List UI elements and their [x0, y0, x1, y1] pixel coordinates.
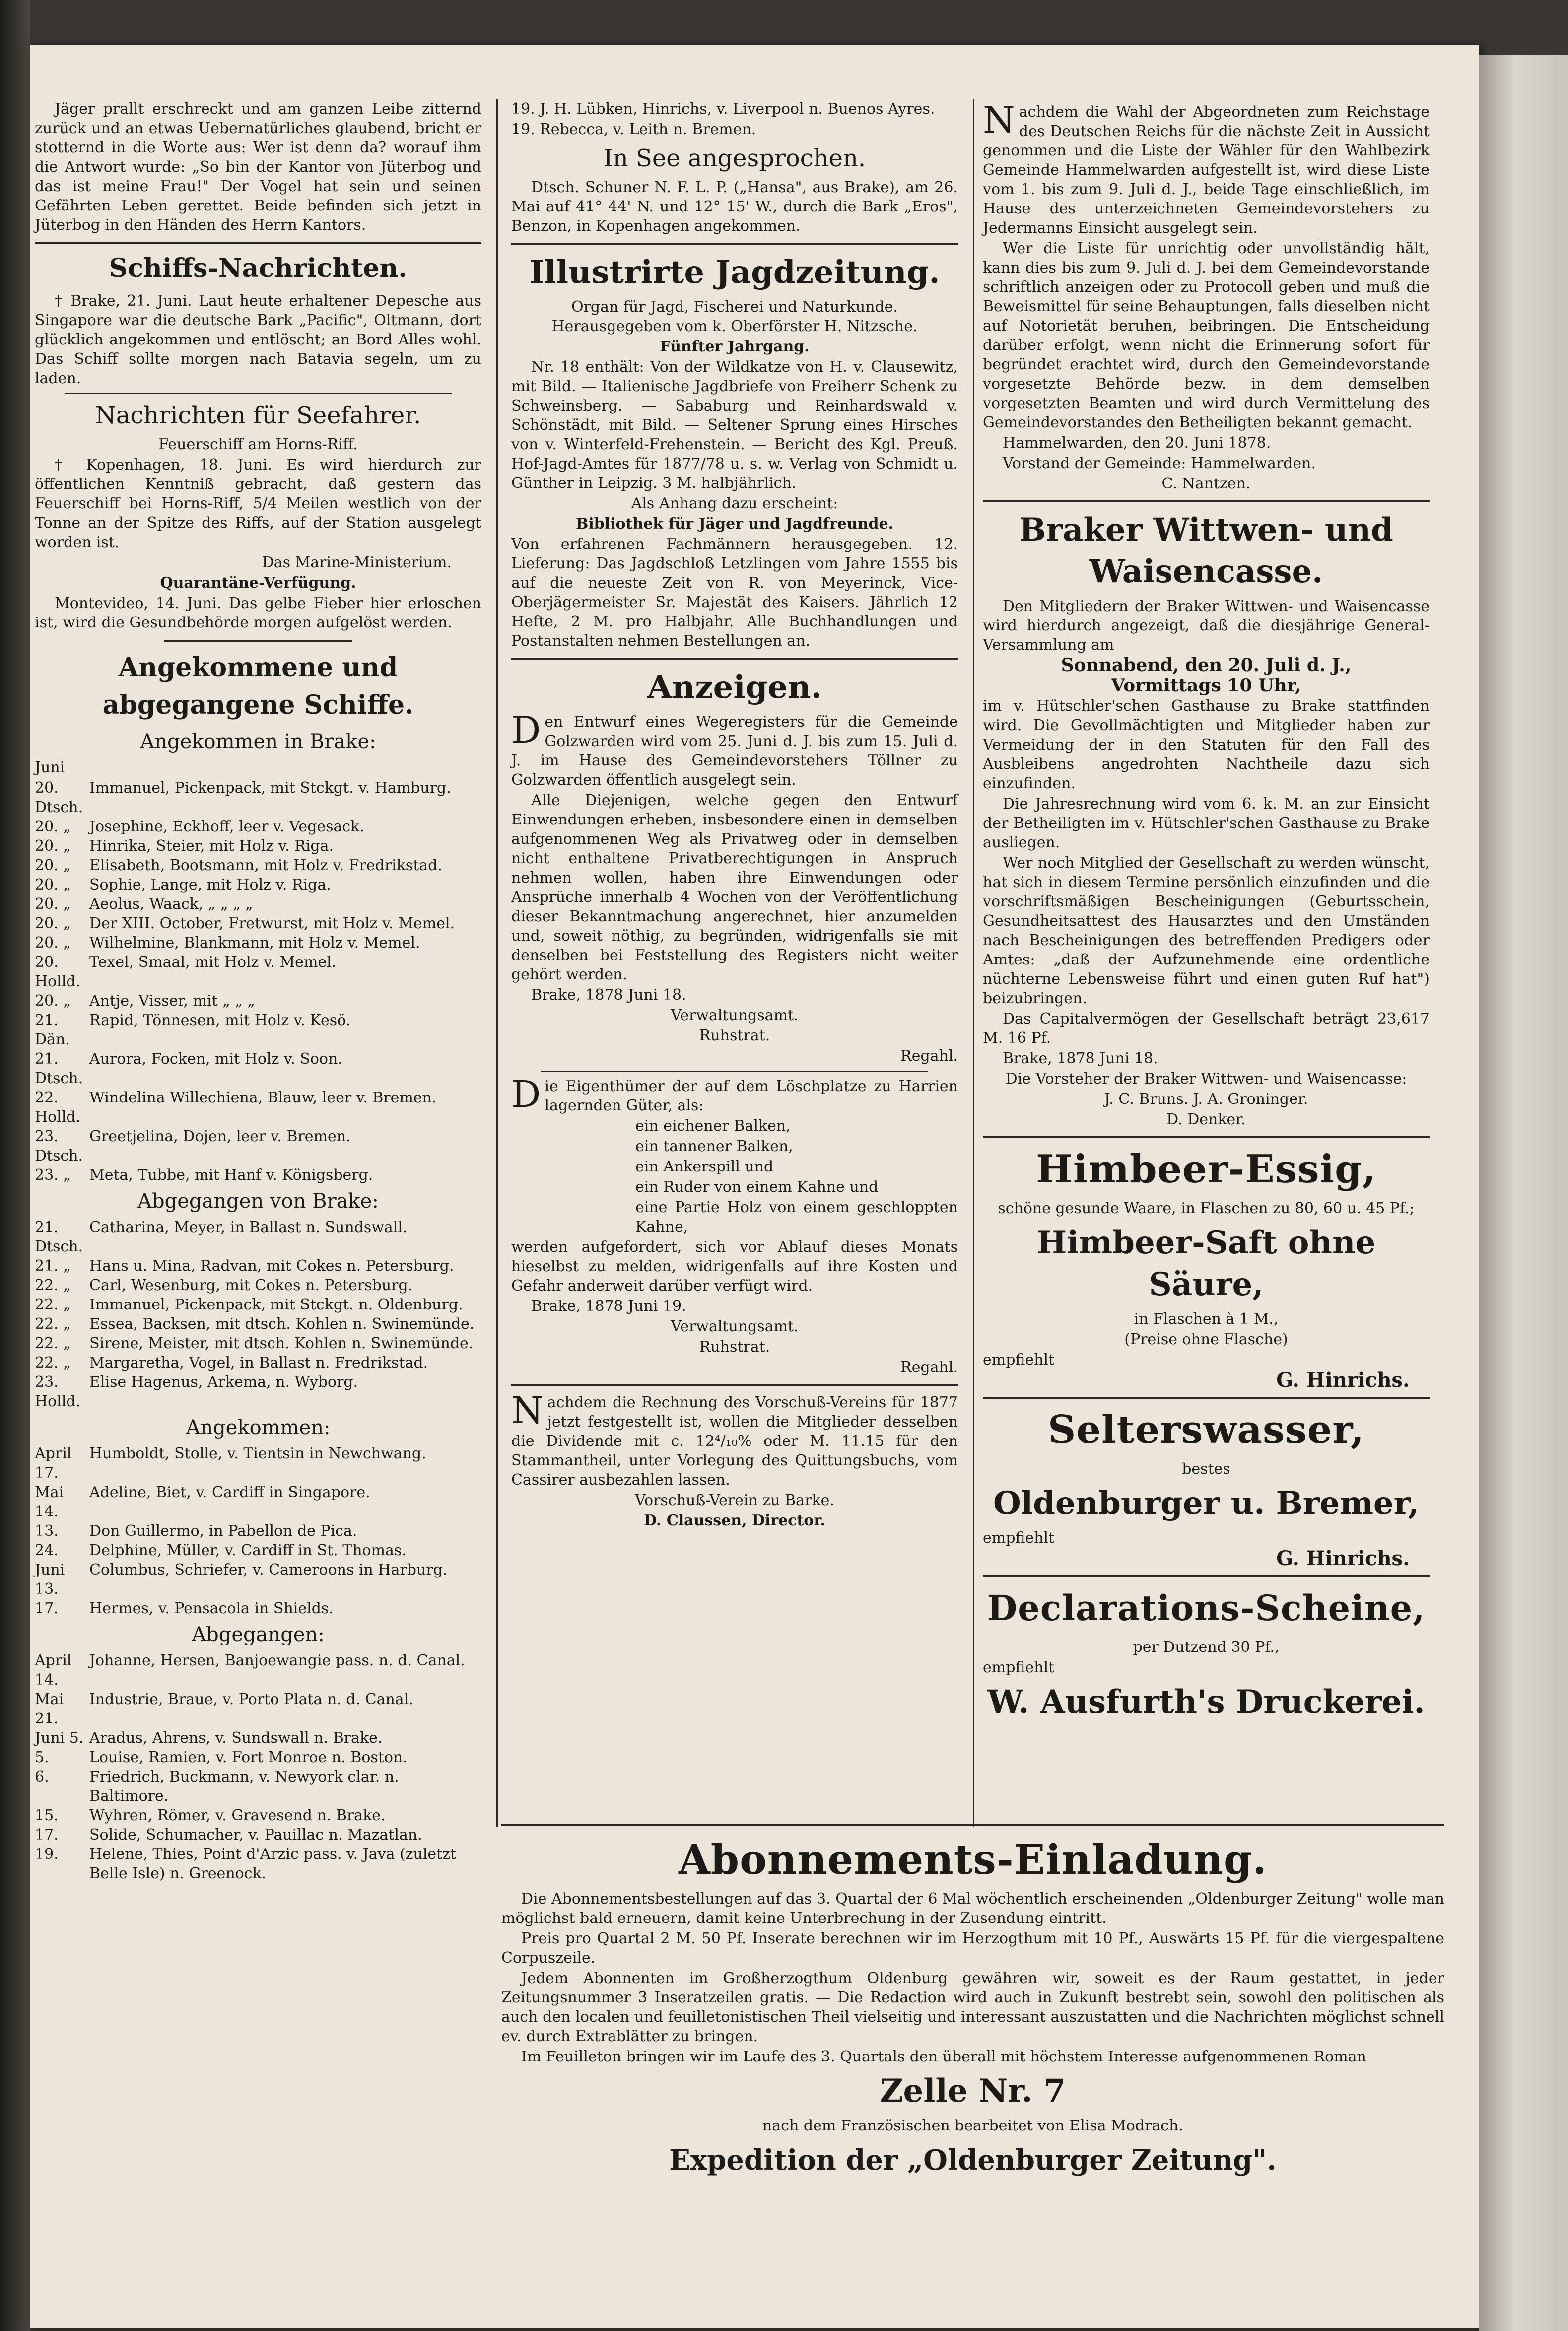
- ship-list-row: [35, 1767, 481, 1806]
- ship-list-date: Mai 14.: [35, 1484, 64, 1520]
- ship-list-row: [35, 817, 481, 836]
- ship-list-entry: Humboldt, Stolle, v. Tientsin in Newchwang.: [89, 1445, 426, 1462]
- divider: [501, 1824, 1444, 1826]
- ship-list-row: [35, 1127, 481, 1166]
- ship-list-entry: Helene, Thies, Point d'Arzic pass. v. Java (zuletzt Belle Isle) n. Greenock.: [89, 1846, 457, 1882]
- ship-list-date: Juni 5.: [35, 1729, 84, 1747]
- divider: [65, 393, 452, 394]
- ship-list-entry: Margaretha, Vogel, in Ballast n. Fredrikstad.: [89, 1354, 428, 1371]
- expedition-sign: Expedition der „Oldenburger Zeitung".: [669, 2144, 1277, 2177]
- ship-list-row: [35, 894, 481, 914]
- angekommene-heading-1: Angekommene und: [118, 652, 398, 683]
- ship-list-date: 6.: [35, 1768, 49, 1785]
- ship-list-entry: Wyhren, Römer, v. Gravesend n. Brake.: [89, 1807, 386, 1824]
- ship-list-row: [35, 1256, 481, 1276]
- witwen-text-4: Wer noch Mitglied der Gesellschaft zu werden wünscht, hat sich in diesem Termine persönlich einzufinden und die vorschriftsmäßigen Bescheinigungen (Geburtsschein, Gesundheitsattest des Hausarztes und den Umständen nach Bescheinigungen des betreffenden Predigers oder Amtes: „daß der Aufzunehmende eine ordentliche nüchterne Lebensweise führt und einen guten Ruf hat") beizubringen.: [983, 854, 1430, 1007]
- ship-list-date: 22. „: [35, 1335, 71, 1352]
- kopenhagen-text: † Kopenhagen, 18. Juni. Es wird hierdurch zur öffentlichen Kenntniß gebracht, daß gestern das Feuerschiff bei Horns-Riff, 5/4 Meilen westlich von der Tonne an der Spitze des Riffs, auf der Station ausgelegt worden ist.: [35, 456, 481, 551]
- see-text: Dtsch. Schuner N. F. L. P. („Hansa", aus Brake), am 26. Mai auf 41° 44' N. und 12° 15' W., durch die Bark „Eros", Benzon, in Kopenhagen angekommen.: [511, 179, 958, 235]
- empfiehlt-label: empfiehlt: [983, 1351, 1055, 1369]
- himbeer-note: (Preise ohne Flasche): [1124, 1331, 1288, 1348]
- anzeigen-heading: Anzeigen.: [647, 669, 822, 706]
- ship-list-date: 21. Dtsch.: [35, 1219, 83, 1255]
- himbeer-text: schöne gesunde Waare, in Flaschen zu 80, 60 u. 45 Pf.;: [998, 1200, 1415, 1217]
- ship-list-row: [35, 1541, 481, 1560]
- ship-list-entry: Sophie, Lange, mit Holz v. Riga.: [89, 876, 331, 893]
- ship-list-date: 17.: [35, 1826, 59, 1844]
- ship-list-entry: Industrie, Braue, v. Porto Plata n. d. Canal.: [89, 1691, 413, 1708]
- arrivals-brake-list: [35, 778, 481, 1185]
- wegeregister-date: Brake, 1878 Juni 18.: [531, 986, 686, 1004]
- ship-list-date: 13.: [35, 1522, 59, 1540]
- regahl-sign: Regahl.: [900, 1047, 958, 1065]
- witwen-names: J. C. Bruns. J. A. Groninger.: [1104, 1091, 1308, 1108]
- declarations-heading: Declarations-Scheine,: [987, 1587, 1426, 1629]
- roman-title: Zelle Nr. 7: [880, 2072, 1066, 2110]
- ship-list-date: 22. Holld.: [35, 1089, 81, 1126]
- ship-list-row: [35, 778, 481, 817]
- goods-list-item: ein eichener Balken,: [635, 1117, 791, 1135]
- feuerschiff-subheading: Feuerschiff am Horns-Riff.: [158, 436, 358, 453]
- ship-list-row: [35, 836, 481, 856]
- witwen-heading-1: Braker Wittwen- und: [1019, 511, 1393, 548]
- ship-list-entry: Delphine, Müller, v. Cardiff in St. Thomas.: [89, 1542, 407, 1559]
- ship-list-entry: Friedrich, Buckmann, v. Newyork clar. n. Baltimore.: [89, 1768, 399, 1805]
- ship-list-row: [35, 1651, 481, 1690]
- ship-list-entry: Adeline, Biet, v. Cardiff in Singapore.: [89, 1484, 370, 1501]
- ship-list-entry: Immanuel, Pickenpack, mit Stckgt. v. Hamburg.: [89, 779, 451, 797]
- jahrgang-label: Fünfter Jahrgang.: [660, 338, 810, 355]
- abonnement-gratis: Jedem Abonnenten im Großherzogthum Oldenburg gewähren wir, soweit es der Raum gestattet, in jeder Zeitungsnummer 3 Inseratzeilen gratis. — Die Redaction wird auch in Zukunft bestrebt sein, sowohl den politischen als auch den localen und feuilletonistischen Theil vielseitig und interessant auszustatten und die Nachrichten möglichst schnell ev. durch Extrablätter zu bringen.: [501, 1970, 1444, 2045]
- ship-list-row: [35, 1334, 481, 1353]
- arrivals-list: [35, 1444, 481, 1618]
- abonnement-text: Die Abonnementsbestellungen auf das 3. Quartal der 6 Mal wöchentlich erscheinenden „Oldenburger Zeitung" wolle man möglichst bald erneuern, damit keine Unterbrechung in der Zusendung eintritt.: [501, 1890, 1444, 1927]
- ship-list-row: [35, 1295, 481, 1314]
- goods-list-item: ein Ruder von einem Kahne und: [635, 1178, 879, 1196]
- ship-list-row: [35, 1560, 481, 1599]
- ship-list-date: 23. „: [35, 1166, 71, 1184]
- ship-list-date: 20. „: [35, 837, 71, 855]
- witwen-heading-2: Waisencasse.: [1089, 553, 1323, 590]
- ship-list-date: 20. „: [35, 992, 71, 1010]
- eigenthuemer-date: Brake, 1878 Juni 19.: [531, 1298, 686, 1315]
- ship-list-entry: Catharina, Meyer, in Ballast n. Sundswall.: [89, 1219, 408, 1236]
- ship-list-row: [35, 1372, 481, 1411]
- wahl-sign: C. Nantzen.: [1161, 475, 1251, 492]
- ship-list-entry: Wilhelmine, Blankmann, mit Holz v. Memel.: [89, 934, 420, 952]
- wahl-vorstand: Vorstand der Gemeinde: Hammelwarden.: [1003, 455, 1316, 472]
- ship-list-entry: Aradus, Ahrens, v. Sundswall n. Brake.: [89, 1729, 383, 1747]
- ship-list-row: [35, 1599, 481, 1618]
- ship-list-entry: Sirene, Meister, mit dtsch. Kohlen n. Swinemünde.: [89, 1335, 474, 1352]
- ship-list-date: 22. „: [35, 1354, 71, 1371]
- ship-list-row: [35, 1748, 481, 1767]
- ship-list-date: Mai 21.: [35, 1691, 64, 1727]
- divider: [983, 1136, 1430, 1138]
- ship-list-date: 22. „: [35, 1315, 71, 1333]
- ship-list-date: 17.: [35, 1600, 59, 1617]
- ship-list-entry: Windelina Willechiena, Blauw, leer v. Bremen.: [89, 1089, 437, 1106]
- departures-list: [35, 1651, 481, 1883]
- ship-list-entry: Columbus, Schriefer, v. Cameroons in Harburg.: [89, 1561, 448, 1578]
- montevideo-text: Montevideo, 14. Juni. Das gelbe Fieber hier erloschen ist, wird die Gesundbehörde morgen aufgelöst werden.: [35, 595, 481, 631]
- schiffs-heading: Schiffs-Nachrichten.: [109, 253, 408, 283]
- verwaltungsamt-label: Verwaltungsamt.: [671, 1007, 799, 1024]
- drop-cap: D: [511, 709, 541, 752]
- schiffs-text: † Brake, 21. Juni. Laut heute erhaltener Depesche aus Singapore war die deutsche Bark „Pacific", Oltmann, dort glücklich angekommen und entlöscht; an Bord Alles wohl. Das Schiff sollte morgen nach Batavia segeln, um zu laden.: [35, 292, 481, 387]
- divider: [983, 1575, 1430, 1577]
- jagdzeitung-contents: Nr. 18 enthält: Von der Wildkatze von H. v. Clausewitz, mit Bild. — Italienische Jagdbriefe von Freiherr Schenk zu Schweinsberg. — Sababurg und Reinhardswald v. Schönstädt, mit Bild. — Seltener Sprung eines Hirsches von v. Winterfeld-Frehenstein. — Bericht des Kgl. Preuß. Hof-Jagd-Amtes für 1877/78 u. s. w. Verlag von Schmidt u. Günther in Leipzig. 3 M. halbjährlich.: [511, 358, 958, 492]
- witwen-date-2: Brake, 1878 Juni 18.: [1003, 1050, 1158, 1067]
- eigenthuemer-ad: [511, 1073, 958, 1377]
- bibliothek-title: Bibliothek für Jäger und Jagdfreunde.: [576, 515, 893, 533]
- witwen-text: Den Mitgliedern der Braker Wittwen- und Waisencasse wird hierdurch angezeigt, daß die diesjährige General-Versammlung am: [983, 598, 1430, 654]
- witwen-vorsteher: Die Vorsteher der Braker Wittwen- und Waisencasse:: [1005, 1070, 1407, 1088]
- ship-list-entry: Aurora, Focken, mit Holz v. Soon.: [89, 1050, 342, 1068]
- ship-list-row: [35, 914, 481, 933]
- book-spine: [0, 0, 30, 2331]
- ruhstrat-sign: Ruhstrat.: [699, 1027, 770, 1044]
- witwen-text-3: Die Jahresrechnung wird vom 6. k. M. an zur Einsicht der Betheiligten im v. Hütschler'schen Gasthause zu Brake ausliegen.: [983, 795, 1430, 851]
- declarations-price: per Dutzend 30 Pf.,: [1133, 1639, 1280, 1656]
- vorschuss-sign: D. Claussen, Director.: [644, 1512, 825, 1529]
- ship-list-date: 23. Holld.: [35, 1373, 81, 1410]
- abonnement-heading: Abonnements-Einladung.: [679, 1836, 1267, 1884]
- bestes-label: bestes: [1182, 1460, 1230, 1478]
- vorschuss-verein: Vorschuß-Verein zu Barke.: [635, 1492, 834, 1509]
- vorschuss-ad: [511, 1389, 958, 1530]
- himbeer-price: in Flaschen à 1 M.,: [1134, 1310, 1279, 1328]
- abonnement-preis: Preis pro Quartal 2 M. 50 Pf. Inserate berechnen wir im Herzogthum mit 10 Pf., Auswärts 15 Pf. für die viergespaltene Corpuszeile.: [501, 1930, 1444, 1967]
- intro-text: Jäger prallt erschreckt und am ganzen Leibe zitternd zurück und an etwas Uebernatürliches glaubend, bricht er stotternd in die Worte aus: Wer ist denn da? worauf ihm die Antwort wurde: „So bin der Kantor von Jüterbog und das ist meine Frau!" Der Vogel hat sein und seinen Gefährten Leben gerettet. Beide befinden sich jetzt in Jüterbog in den Händen des Herrn Kantors.: [35, 100, 481, 234]
- angekommen-brake-heading: Angekommen in Brake:: [140, 730, 376, 753]
- bibliothek-text: Von erfahrenen Fachmännern herausgegeben. 12. Lieferung: Das Jagdschloß Letzlingen vom Jahre 1555 bis auf die neueste Zeit von R. von Meyerinck, Vice-Oberjägermeister Sr. Majestät des Kaisers. Jährlich 12 Hefte, 2 M. pro Halbjahr. Alle Buchhandlungen und Postanstalten nehmen Bestellungen an.: [511, 536, 958, 650]
- month-label: Juni: [35, 759, 65, 776]
- ship-list-date: 20. „: [35, 895, 71, 913]
- divider: [35, 242, 481, 244]
- ship-list-entry: Immanuel, Pickenpack, mit Stckgt. n. Oldenburg.: [89, 1296, 463, 1313]
- drop-cap: D: [511, 1073, 541, 1116]
- oldenburger-label: Oldenburger u. Bremer,: [993, 1485, 1419, 1522]
- ship-list-date: 15.: [35, 1807, 59, 1824]
- ship-list-entry: Greetjelina, Dojen, leer v. Bremen.: [89, 1128, 351, 1145]
- column-rule-2: [973, 99, 974, 1827]
- ship-list-date: 20. „: [35, 915, 71, 932]
- ship-list-date: 23. Dtsch.: [35, 1128, 83, 1165]
- hinrichs-sign: G. Hinrichs.: [1276, 1547, 1410, 1570]
- ship-list-date: April 17.: [35, 1445, 72, 1482]
- wegeregister-text: en Entwurf eines Wegeregisters für die Gemeinde Golzwarden wird vom 25. Juni d. J. bis zum 15. Juli d. J. im Hause des Gemeindevorstehers Töllner zu Golzwarden öffentlich ausgelegt sein.: [511, 713, 958, 789]
- verwaltungsamt-label: Verwaltungsamt.: [671, 1318, 799, 1335]
- divider: [511, 658, 958, 660]
- drop-cap: N: [511, 1389, 544, 1432]
- ship-list-entry: Johanne, Hersen, Banjoewangie pass. n. d. Canal.: [89, 1652, 465, 1669]
- abonnement-feuilleton: Im Feuilleton bringen wir im Laufe des 3. Quartals den überall mit höchstem Interesse aufgenommenen Roman: [521, 2048, 1366, 2065]
- ship-list-entry: Der XIII. October, Fretwurst, mit Holz v. Memel.: [89, 915, 455, 932]
- ship-list-entry: Rapid, Tönnesen, mit Holz v. Kesö.: [89, 1012, 351, 1029]
- ship-list-date: Juni 13.: [35, 1561, 65, 1598]
- departures-brake-list: [35, 1218, 481, 1411]
- ship-list-entry: Hans u. Mina, Radvan, mit Cokes n. Petersburg.: [89, 1257, 454, 1275]
- ministerium-sign: Das Marine-Ministerium.: [262, 554, 452, 571]
- ship-list-row: [35, 1444, 481, 1483]
- witwen-text-5: Das Capitalvermögen der Gesellschaft beträgt 23,617 M. 16 Pf.: [983, 1010, 1430, 1047]
- regahl-sign: Regahl.: [900, 1359, 958, 1376]
- ship-list-entry: Texel, Smaal, mit Holz v. Memel.: [89, 954, 337, 971]
- column-rule-1: [496, 99, 498, 1827]
- ship-list-entry: Hermes, v. Pensacola in Shields.: [89, 1600, 334, 1617]
- ship-list-row: [35, 1806, 481, 1825]
- ship-list-entry: Solide, Schumacher, v. Pauillac n. Mazatlan.: [89, 1826, 422, 1844]
- ausfurth-sign: W. Ausfurth's Druckerei.: [987, 1683, 1425, 1720]
- ship-list-entry: Josephine, Eckhoff, leer v. Vegesack.: [89, 818, 364, 835]
- abonnement-section: [501, 1817, 1444, 2185]
- eigenthuemer-text: ie Eigenthümer der auf dem Löschplatze zu Harrien lagernden Güter, als:: [545, 1078, 958, 1114]
- ship-list-row: [35, 856, 481, 875]
- ship-list-date: 24.: [35, 1542, 59, 1559]
- ship-list-date: 20. „: [35, 876, 71, 893]
- column-1: [35, 99, 481, 1883]
- see-heading: In See angesprochen.: [603, 144, 866, 172]
- wahl-date: Hammelwarden, den 20. Juni 1878.: [1003, 434, 1271, 452]
- ship-list-row: [35, 1483, 481, 1521]
- ship-list-row: [35, 1690, 481, 1728]
- ship-list-row: [35, 991, 481, 1011]
- divider: [511, 243, 958, 245]
- ship-list-row: [35, 1845, 481, 1883]
- page-edge: [1479, 55, 1568, 2331]
- witwen-time: Vormittags 10 Uhr,: [1111, 675, 1301, 696]
- himbeer-heading: Himbeer-Essig,: [1036, 1147, 1376, 1192]
- witwen-name-3: D. Denker.: [1166, 1111, 1246, 1128]
- ship-list-entry: Aeolus, Waack, „ „ „ „: [89, 895, 253, 913]
- ship-list-date: 20. Holld.: [35, 954, 81, 990]
- ship-report: 19. Rebecca, v. Leith n. Bremen.: [511, 121, 756, 138]
- ship-list-date: 19.: [35, 1846, 59, 1863]
- goods-list-item: eine Partie Holz von einem geschloppten Kahne,: [635, 1199, 958, 1235]
- ship-list-date: 20. „: [35, 934, 71, 952]
- ship-list-entry: Hinrika, Steier, mit Holz v. Riga.: [89, 837, 334, 855]
- goods-list-item: ein Ankerspill und: [635, 1158, 774, 1175]
- quarantaene-subheading: Quarantäne-Verfügung.: [160, 574, 356, 592]
- ship-list-row: [35, 1728, 481, 1748]
- ruhstrat-sign: Ruhstrat.: [699, 1338, 770, 1356]
- ship-list-date: 20. „: [35, 857, 71, 874]
- ship-list-date: 22. „: [35, 1277, 71, 1294]
- ship-list-entry: Don Guillermo, in Pabellon de Pica.: [89, 1522, 357, 1540]
- ship-list-entry: Elise Hagenus, Arkema, n. Wyborg.: [89, 1373, 358, 1391]
- divider: [983, 500, 1430, 502]
- empfiehlt-label: empfiehlt: [983, 1529, 1055, 1547]
- seefahrer-heading: Nachrichten für Seefahrer.: [95, 402, 421, 429]
- abgegangen-brake-heading: Abgegangen von Brake:: [137, 1190, 379, 1213]
- roman-author: nach dem Französischen bearbeitet von Elisa Modrach.: [762, 2117, 1183, 2134]
- ship-list-row: [35, 1825, 481, 1845]
- wahl-ad: [983, 99, 1430, 493]
- ship-list-entry: Antje, Visser, mit „ „ „: [89, 992, 255, 1010]
- jagdzeitung-heading: Illustrirte Jagdzeitung.: [529, 254, 940, 291]
- angekommen-heading: Angekommen:: [186, 1416, 331, 1439]
- eigenthuemer-text-2: werden aufgefordert, sich vor Ablauf dieses Monats hieselbst zu melden, widrigenfalls auf ihre Kosten und Gefahr anderweit darüber verfügt wird.: [511, 1238, 958, 1295]
- ship-list-date: 21. Dän.: [35, 1012, 70, 1048]
- ship-list-row: [35, 933, 481, 953]
- wegeregister-text-2: Alle Diejenigen, welche gegen den Entwurf Einwendungen erheben, insbesondere einen in demselben aufgenommenen Weg als Privatweg oder in demselben nicht enthaltene Privatberechtigungen in Anspruch nehmen wollen, haben ihre Einwendungen oder Ansprüche innerhalb 4 Wochen von der Veröffentlichung dieser Bekanntmachung angerechnet, hier anzumelden und, soweit nöthig, zu begründen, widrigenfalls sie mit denselben bei Feststellung des Registers nicht weiter gehört werden.: [511, 792, 958, 983]
- column-2: [511, 99, 958, 1531]
- ship-list-row: [35, 1521, 481, 1541]
- ship-list-row: [35, 875, 481, 894]
- ship-list-row: [35, 1011, 481, 1049]
- ship-list-entry: Meta, Tubbe, mit Hanf v. Königsberg.: [89, 1166, 373, 1184]
- ship-list-date: 20. Dtsch.: [35, 779, 83, 816]
- jagdzeitung-subtitle: Organ für Jagd, Fischerei und Naturkunde. Herausgegeben vom k. Oberförster H. Nitzsche.: [551, 298, 918, 335]
- ship-list-row: [35, 1314, 481, 1334]
- ship-list-row: [35, 1218, 481, 1256]
- ship-list-entry: Carl, Wesenburg, mit Cokes n. Petersburg.: [89, 1277, 413, 1294]
- ship-list-date: 5.: [35, 1749, 49, 1766]
- ship-list-date: 22. „: [35, 1296, 71, 1313]
- wahl-text-2: Wer die Liste für unrichtig oder unvollständig hält, kann dies bis zum 9. Juli d. J. bei dem Gemeindevorstande schriftlich anzeigen oder zu Protocoll geben und muß die Beweismittel für seine Behauptungen, falls dieselben nicht auf Notorietät beruhen, beibringen. Die Entscheidung darüber erfolgt, wenn nicht die Erinnerung sofort für begründet erachtet wird, durch den Gemeindevorstande vorgesetzte Behörde bezw. in dem demselben vorgesetzten Beamten und wird durch Vermittelung des Gemeindevorstandes den Betheiligten bekannt gemacht.: [983, 240, 1430, 431]
- angekommene-heading-2: abgegangene Schiffe.: [102, 690, 414, 720]
- ship-list-date: 21. „: [35, 1257, 71, 1275]
- ship-list-date: 20. „: [35, 818, 71, 835]
- ship-list-entry: Louise, Ramien, v. Fort Monroe n. Boston.: [89, 1749, 408, 1766]
- hinrichs-sign: G. Hinrichs.: [1276, 1369, 1410, 1392]
- ship-list-row: [35, 1166, 481, 1185]
- wegeregister-ad: [511, 709, 958, 1066]
- witwen-date: Sonnabend, den 20. Juli d. J.,: [1061, 655, 1352, 676]
- selters-heading: Selterswasser,: [1048, 1407, 1364, 1452]
- abgegangen-heading: Abgegangen:: [192, 1623, 325, 1646]
- empfiehlt-label: empfiehlt: [983, 1659, 1055, 1676]
- ship-list-row: [35, 1088, 481, 1127]
- ship-list-row: [35, 1049, 481, 1088]
- vorschuss-text: achdem die Rechnung des Vorschuß-Vereins für 1877 jetzt festgestellt ist, wollen die Mitglieder desselben die Dividende mit c. 12⁴/₁₀% oder M. 11.15 für den Stammantheil, unter Vorlegung des Quittungsbuchs, vom Cassirer ausbezahlen lassen.: [511, 1394, 958, 1489]
- ship-report: 19. J. H. Lübken, Hinrichs, v. Liverpool n. Buenos Ayres.: [511, 100, 935, 118]
- goods-list-item: ein tannener Balken,: [635, 1138, 793, 1155]
- drop-cap: N: [983, 99, 1015, 141]
- divider: [983, 1397, 1430, 1399]
- divider: [511, 1384, 958, 1386]
- ship-list-entry: Essea, Backsen, mit dtsch. Kohlen n. Swinemünde.: [89, 1315, 475, 1333]
- himbeer-saft: Himbeer-Saft ohne Säure,: [1036, 1224, 1376, 1303]
- wahl-text: achdem die Wahl der Abgeordneten zum Reichstage des Deutschen Reichs für die nächste Zeit in Aussicht genommen und die Liste der Wähler für den Wahlbezirk Gemeinde Hammelwarden aufgestellt ist, wird diese Liste vom 1. bis zum 9. Juli d. J., beide Tage einschließlich, im Hause des unterzeichneten Gemeindevorstehers zu Jedermanns Einsicht ausgelegt sein.: [983, 103, 1430, 237]
- ship-list-date: April 14.: [35, 1652, 72, 1689]
- ship-list-date: 21. Dtsch.: [35, 1050, 83, 1087]
- goods-list: [511, 1116, 958, 1236]
- anhang-label: Als Anhang dazu erscheint:: [631, 495, 838, 512]
- divider: [164, 640, 352, 642]
- ship-list-row: [35, 953, 481, 991]
- column-3: [983, 99, 1430, 1727]
- ship-list-entry: Elisabeth, Bootsmann, mit Holz v. Fredrikstad.: [89, 857, 443, 874]
- witwen-text-2: im v. Hütschler'schen Gasthause zu Brake stattfinden wird. Die Gevollmächtigten und Mitglieder haben zur Vermeidung der in den Statuten für den Fall des Ausbleibens angedrohten Nachtheile dazu sich einzufinden.: [983, 697, 1430, 792]
- divider: [541, 1071, 928, 1072]
- ship-list-row: [35, 1276, 481, 1295]
- ship-list-row: [35, 1353, 481, 1372]
